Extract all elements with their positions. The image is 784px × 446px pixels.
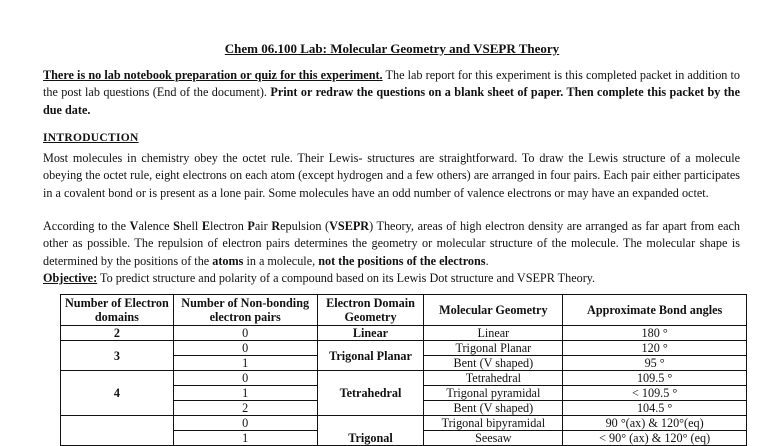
vsepr-acronym: VSEPR: [329, 219, 370, 233]
domains-cell: 4: [61, 371, 174, 416]
header-electron-domain-geometry: Electron Domain Geometry: [317, 295, 424, 326]
atoms-emphasis: atoms: [212, 253, 244, 268]
vsepr-paragraph: [43, 218, 740, 270]
table-row: [61, 416, 747, 431]
table-row: [61, 341, 747, 356]
no-prep-warning: There is no lab notebook preparation or quiz for this experiment.: [43, 68, 383, 82]
header-electron-domains: Number of Electron domains: [61, 295, 174, 326]
edg-cell: Trigonal: [317, 416, 424, 446]
molecular-geometry-cell: Bent (V shaped): [424, 356, 563, 371]
objective-text: To predict structure and polarity of a compound based on its Lewis Dot structure and VSEPR Theory.: [97, 271, 596, 285]
molecular-geometry-cell: Tetrahedral: [424, 371, 563, 386]
bond-angle-cell: 180 °: [563, 326, 747, 341]
nonbonding-cell: 2: [173, 401, 317, 416]
bond-angle-cell: 90 °(ax) & 120°(eq): [563, 416, 747, 431]
bond-angle-cell: 120 °: [563, 341, 747, 356]
bond-angle-cell: 95 °: [563, 356, 747, 371]
octet-rule-paragraph: Most molecules in chemistry obey the octet rule. Their Lewis- structures are straightforward. To draw the Lewis structure of a molecule obeying the octet rule, eight electrons on each atom (except hydrogen and a few others) are arranged in four pairs. Each pair either participates in a covalent bond or is present as a lone pair. Some molecules have an odd number of valence electrons or may have an expanded octet.: [43, 151, 740, 200]
text-run: P: [247, 219, 255, 233]
molecular-geometry-cell: Trigonal Planar: [424, 341, 563, 356]
table-row: [61, 371, 747, 386]
nonbonding-cell: 0: [173, 341, 317, 356]
edg-cell: Linear: [317, 326, 424, 341]
molecular-geometry-cell: Trigonal pyramidal: [424, 386, 563, 401]
objective-label: Objective:: [43, 271, 98, 285]
text-run: in a molecule,: [243, 253, 319, 268]
objective-paragraph: [43, 270, 740, 287]
nonbonding-cell: 1: [173, 431, 317, 446]
text-run: According to the: [43, 219, 130, 233]
bond-angle-cell: 109.5 °: [563, 371, 747, 386]
lab-notice-paragraph: [43, 67, 740, 119]
molecular-geometry-cell: Trigonal bipyramidal: [424, 416, 563, 431]
domains-cell: 2: [61, 326, 174, 341]
molecular-geometry-cell: Linear: [424, 326, 563, 341]
text-run: lectron: [209, 219, 248, 233]
table-row: [61, 326, 747, 341]
molecular-geometry-cell: Bent (V shaped): [424, 401, 563, 416]
nonbonding-cell: 0: [173, 326, 317, 341]
lab-report-text: The lab report for this experiment is this completed packet in addition to the post lab questions (End of the document).: [43, 68, 740, 100]
header-nonbonding-pairs: Number of Non-bonding electron pairs: [173, 295, 317, 326]
edg-cell: Trigonal Planar: [317, 341, 424, 371]
table-header-row: [61, 295, 747, 326]
nonbonding-cell: 1: [173, 356, 317, 371]
domains-cell: [61, 416, 174, 446]
document-title: Chem 06.100 Lab: Molecular Geometry and VSEPR Theory: [224, 41, 560, 56]
text-run: epulsion (: [280, 219, 330, 233]
edg-cell: Tetrahedral: [317, 371, 424, 416]
header-molecular-geometry: Molecular Geometry: [424, 295, 563, 326]
text-run: .: [485, 253, 489, 268]
nonbonding-cell: 0: [173, 371, 317, 386]
text-run: S: [173, 219, 180, 233]
header-bond-angles: Approximate Bond angles: [563, 295, 747, 326]
molecular-geometry-cell: Seesaw: [424, 431, 563, 446]
introduction-heading: INTRODUCTION: [43, 132, 139, 144]
bond-angle-cell: 104.5 °: [563, 401, 747, 416]
print-instructions: Print or redraw the questions on a blank sheet of paper. Then complete this packet by the due date.: [43, 85, 740, 117]
text-run: air: [254, 219, 272, 233]
bond-angle-cell: < 109.5 °: [563, 386, 747, 401]
text-run: ) Theory, areas of high electron density are arranged as far apart from each other as possible. The repulsion of electron pairs determines the geometry or molecular structure of the molecule. The molecular shape is determined by the positions of the: [43, 219, 741, 268]
nonbonding-cell: 0: [173, 416, 317, 431]
text-run: V: [129, 219, 139, 233]
text-run: hell: [179, 219, 202, 233]
bond-angle-cell: < 90° (ax) & 120° (eq): [563, 431, 747, 446]
text-run: alence: [138, 219, 174, 233]
text-run: R: [271, 219, 281, 233]
text-run: E: [201, 219, 210, 233]
nonbonding-cell: 1: [173, 386, 317, 401]
electrons-emphasis: not the positions of the electrons: [318, 253, 486, 268]
domains-cell: 3: [61, 341, 174, 371]
vsepr-geometry-table: [60, 294, 747, 446]
